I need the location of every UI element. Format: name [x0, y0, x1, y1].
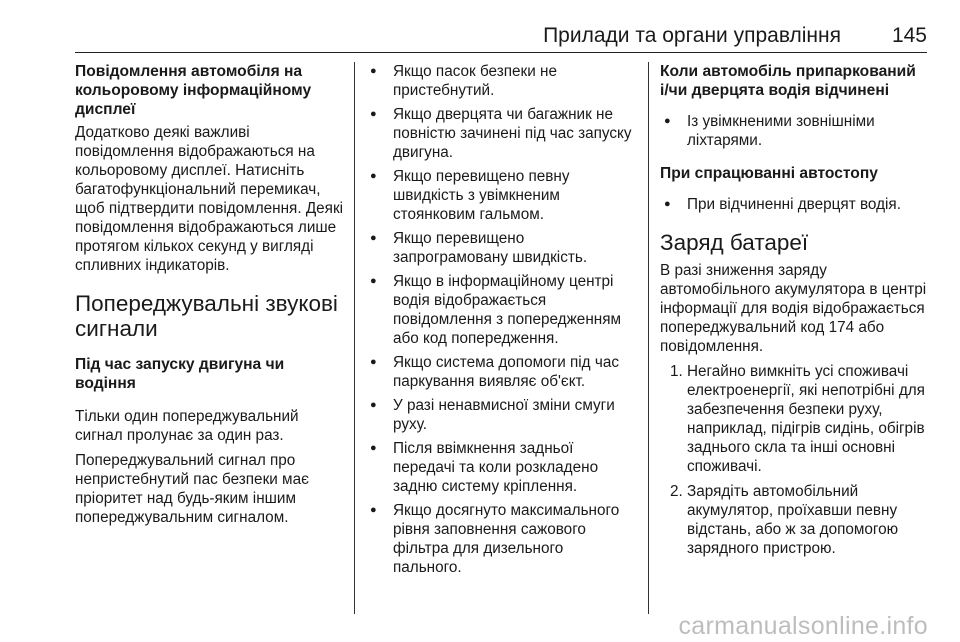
- list-item: ● Якщо пасок безпеки не пристебнутий.: [366, 62, 636, 100]
- heading-warning-chimes: Попереджувальні звукові сигнали: [75, 291, 338, 341]
- list-item: ● Якщо дверцята чи багажник не повністю зачинені під час запуску двигуна.: [366, 105, 636, 162]
- paragraph-seatbelt-priority: Попереджувальний сигнал про непристебнутий пас безпеки має пріоритет над будь-яким іншим попереджувальним сигналом.: [75, 452, 309, 526]
- list-item: ● Якщо перевищено запрограмовану швидкість.: [366, 229, 636, 267]
- heading-battery: Заряд батареї: [660, 230, 809, 255]
- list-item: [660, 362, 928, 476]
- list-item: ● Якщо перевищено певну швидкість з увімкненим стоянковим гальмом.: [366, 167, 636, 224]
- step-number: 1.: [670, 363, 683, 380]
- heading-parked: Коли автомобіль припаркований і/чи дверцята водія відчинені: [660, 63, 916, 99]
- heading-autostop: При спрацюванні автостопу: [660, 165, 878, 182]
- heading-vehicle-messages: Повідомлення автомобіля на кольоровому інформаційному дисплеї: [75, 63, 312, 118]
- list-item: ● Із увімкненими зовнішніми ліхтарями.: [660, 112, 928, 150]
- column-1: [75, 62, 345, 533]
- list-item: ● Якщо досягнуто максимального рівня заповнення сажового фільтра для дизельного пального.: [366, 501, 636, 577]
- step-text: Зарядіть автомобільний акумулятор, проїхавши певну відстань, або ж за допомогою зарядного пристрою.: [687, 483, 899, 557]
- page-number: 145: [891, 24, 927, 47]
- list-item: ● Якщо в інформаційному центрі водія відображається повідомлення з попередженням або код попередження.: [366, 272, 636, 348]
- list-item: ● При відчиненні дверцят водія.: [660, 195, 928, 214]
- parked-list: [660, 112, 928, 150]
- chime-conditions-list: [366, 62, 636, 577]
- list-item: ● У разі ненавмисної зміни смуги руху.: [366, 396, 636, 434]
- watermark: carmanualsonline.info: [678, 612, 928, 640]
- page-header: [75, 0, 927, 53]
- column-2: [366, 62, 636, 582]
- paragraph-one-chime: Тільки один попереджувальний сигнал пролунає за один раз.: [75, 408, 299, 444]
- column-divider-1: [354, 62, 355, 614]
- page-title: Прилади та органи управління: [543, 24, 841, 47]
- heading-engine-start: Під час запуску двигуна чи водіння: [75, 356, 285, 392]
- list-item: ● Після ввімкнення задньої передачі та коли розкладено задню систему кріплення.: [366, 439, 636, 496]
- list-item: ● Якщо система допомоги під час паркування виявляє об'єкт.: [366, 353, 636, 391]
- column-3: [660, 62, 928, 564]
- paragraph-vehicle-messages: Додатково деякі важливі повідомлення відображаються на кольоровому дисплеї. Натисніть багатофункціональний перемикач, щоб підтвердити повідомлення. Деякі повідомлення відображаються лише протягом кількох секунд у вигляді спливних індикаторів.: [75, 124, 344, 274]
- step-text: Негайно вимкніть усі споживачі електроенергії, які непотрібні для забезпечення безпеки руху, наприклад, підігрів сидінь, обігрів заднього скла та інші основні споживачі.: [687, 363, 925, 475]
- list-item: [660, 482, 928, 558]
- battery-steps: [660, 362, 928, 558]
- paragraph-battery: В разі зниження заряду автомобільного акумулятора в центрі інформації для водія відображається попереджувальний код 174 або повідомлення.: [660, 262, 927, 355]
- step-number: 2.: [670, 483, 683, 500]
- column-divider-2: [648, 62, 649, 614]
- autostop-list: [660, 195, 928, 214]
